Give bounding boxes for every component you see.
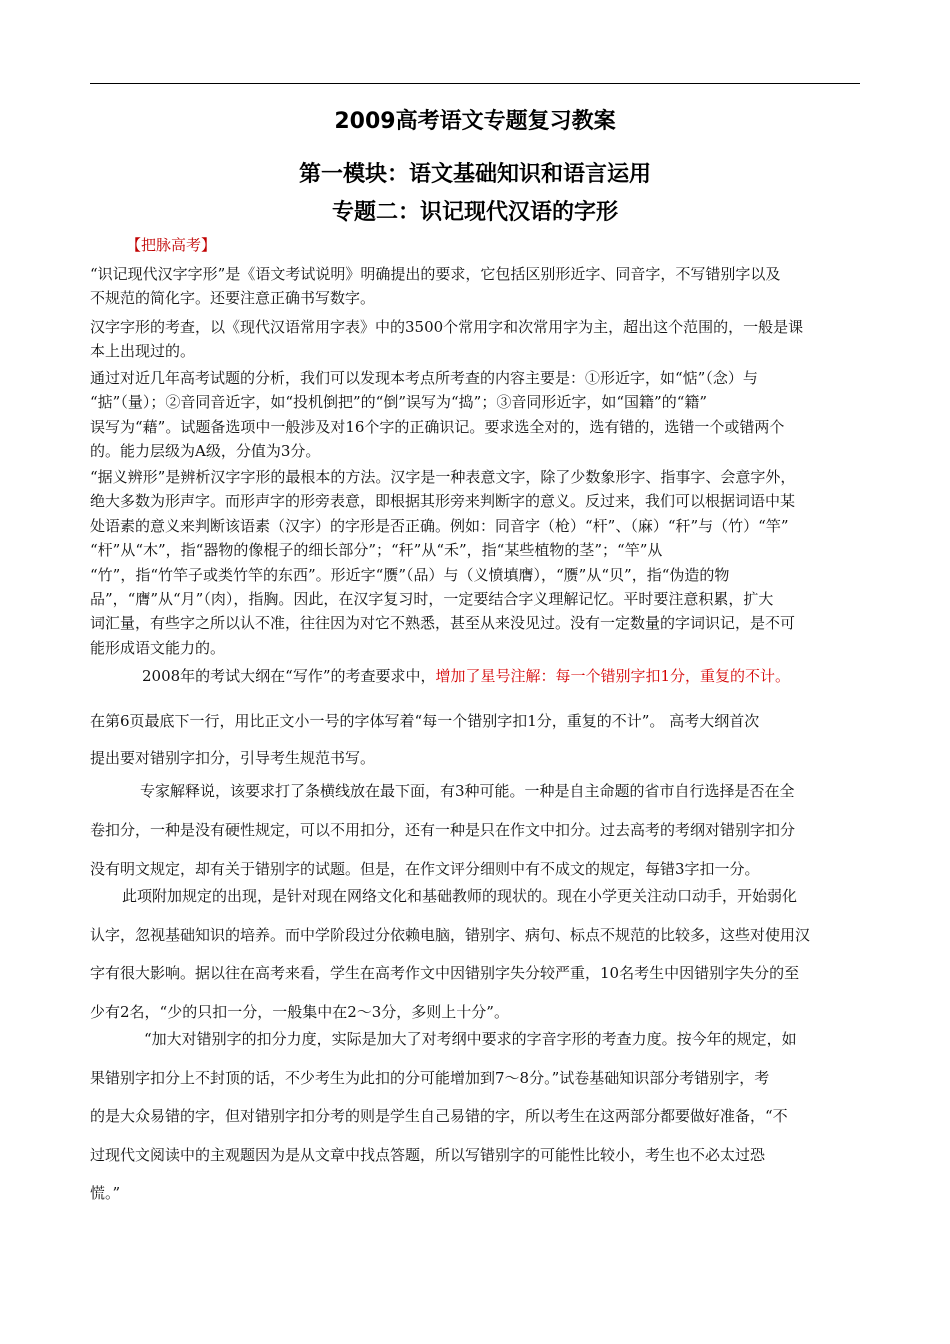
paragraph-5 [90,703,862,777]
text-line: 提出要对错别字扣分，引导考生规范书写。 [90,749,376,767]
text-line: 汉字字形的考查，以《现代汉语常用字表》中的3500个常用字和次常用字为主，超出这个范围的，一般是课 [90,318,804,336]
text-line: 没有明文规定，却有关于错别字的试题。但是，在作文评分细则中有不成文的规定，每错3字扣一分。 [90,860,760,878]
document-title: 2009高考语文专题复习教案 [334,109,616,134]
paragraph-4 [90,465,862,660]
text-line: 果错别字扣分上不封顶的话，不少考生为此扣的分可能增加到7～8分。”试卷基础知识部分考错别字，考 [90,1068,770,1087]
text-line: “识记现代汉字字形”是《语文考试说明》明确提出的要求，它包括区别形近字、同音字，不写错别字以及 [90,265,781,283]
text-line: 通过对近几年高考试题的分析，我们可以发现本考点所考查的内容主要是：①形近字，如“惦”（念）与 [90,369,758,387]
text-line: 慌。” [90,1184,121,1202]
text-line: “竹”，指“竹竿子或类竹竿的东西”。形近字“赝”（品）与（义愤填膺），“赝”从“贝”，指“伪造的物 [90,565,730,584]
text-line: “加大对错别字的扣分力度，实际是加大了对考纲中要求的字音字形的考查力度。按今年的规定，如 [144,1030,797,1048]
text-line: 字有很大影响。据以往在高考来看，学生在高考作文中因错别字失分较严重，10名考生中因错别字失分的至 [90,964,800,983]
highlighted-note: 增加了星号注解：每一个错别字扣1分，重复的不计。 [435,667,791,685]
text-line: 绝大多数为形声字。而形声字的形旁表意，即根据其形旁来判断字的意义。反过来，我们可以根据词语中某 [90,492,796,511]
text-line: 不规范的简化字。还要注意正确书写数字。 [90,289,376,307]
text-line: 品”，“膺”从“月”（肉），指胸。因此，在汉字复习时，一定要结合字义理解记忆。平时要注意积累，扩大 [90,590,774,609]
text-line: 少有2名，“少的只扣一分，一般集中在2～3分，多则上十分”。 [90,1003,509,1022]
paragraph-2 [90,315,862,363]
text-line: “据义辨形”是辨析汉字字形的最根本的方法。汉字是一种表意文字，除了少数象形字、指事字、会意字外， [90,468,796,486]
text-line: 专家解释说，该要求打了条横线放在最下面，有3种可能。一种是自主命题的省市自行选择是否在全 [140,782,795,800]
text-line: 本上出现过的。 [90,342,196,360]
paragraph-8 [90,1020,862,1213]
text-line: 误写为“藉”。试题备选项中一般涉及对16个字的正确识记。要求选全对的，选有错的，选错一个或错两个 [90,417,785,436]
text-line: 能形成语文能力的。 [90,638,226,657]
text-line: 卷扣分，一种是没有硬性规定，可以不用扣分，还有一种是只在作文中扣分。过去高考的考纲对错别字扣分 [90,821,796,839]
paragraph-5-lead [90,664,862,688]
text-line: 处语素的意义来判断该语素（汉字）的字形是否正确。例如：同音字（枪）“杆”、（麻）“秆”与（竹）“竿” [90,516,789,535]
paragraph-1 [90,262,862,310]
section-tag: 【把脉高考】 [126,236,217,254]
text-line: 词汇量，有些字之所以认不准，往往因为对它不熟悉，甚至从来没见过。没有一定数量的字词识记，是不可 [90,614,796,633]
text-line: “杆”从“木”，指“器物的像棍子的细长部分”；“秆”从“禾”，指“某些植物的茎”；“竿”从 [90,541,663,560]
text-line: 的。能力层级为A级，分值为3分。 [90,441,321,460]
text-line: 的是大众易错的字，但对错别字扣分考的则是学生自己易错的字，所以考生在这两部分都要做好准备，“不 [90,1107,788,1125]
paragraph-7 [90,877,862,1032]
header-rule [90,83,860,84]
paragraph-6 [90,772,862,889]
text-line: 在第6页最底下一行，用比正文小一号的字体写着“每一个错别字扣1分，重复的不计”。 高考大纲首次 [90,712,760,730]
module-heading: 第一模块：语文基础知识和语言运用 [298,162,651,187]
text-line: “掂”（量）；②音同音近字，如“投机倒把”的“倒”误写为“捣”；③音同形近字，如“国籍”的“籍” [90,393,708,412]
paragraph-3 [90,366,862,463]
text-span: 2008年的考试大纲在“写作”的考查要求中， [142,667,436,685]
text-line: 过现代文阅读中的主观题因为是从文章中找点答题，所以写错别字的可能性比较小，考生也不必太过恐 [90,1145,766,1164]
topic-heading: 专题二：识记现代汉语的字形 [331,200,618,225]
text-line: 此项附加规定的出现，是针对现在网络文化和基础教师的现状的。现在小学更关注动口动手，开始弱化 [122,887,798,905]
text-line: 认字，忽视基础知识的培养。而中学阶段过分依赖电脑，错别字、病句、标点不规范的比较多，这些对使用汉 [90,925,811,944]
